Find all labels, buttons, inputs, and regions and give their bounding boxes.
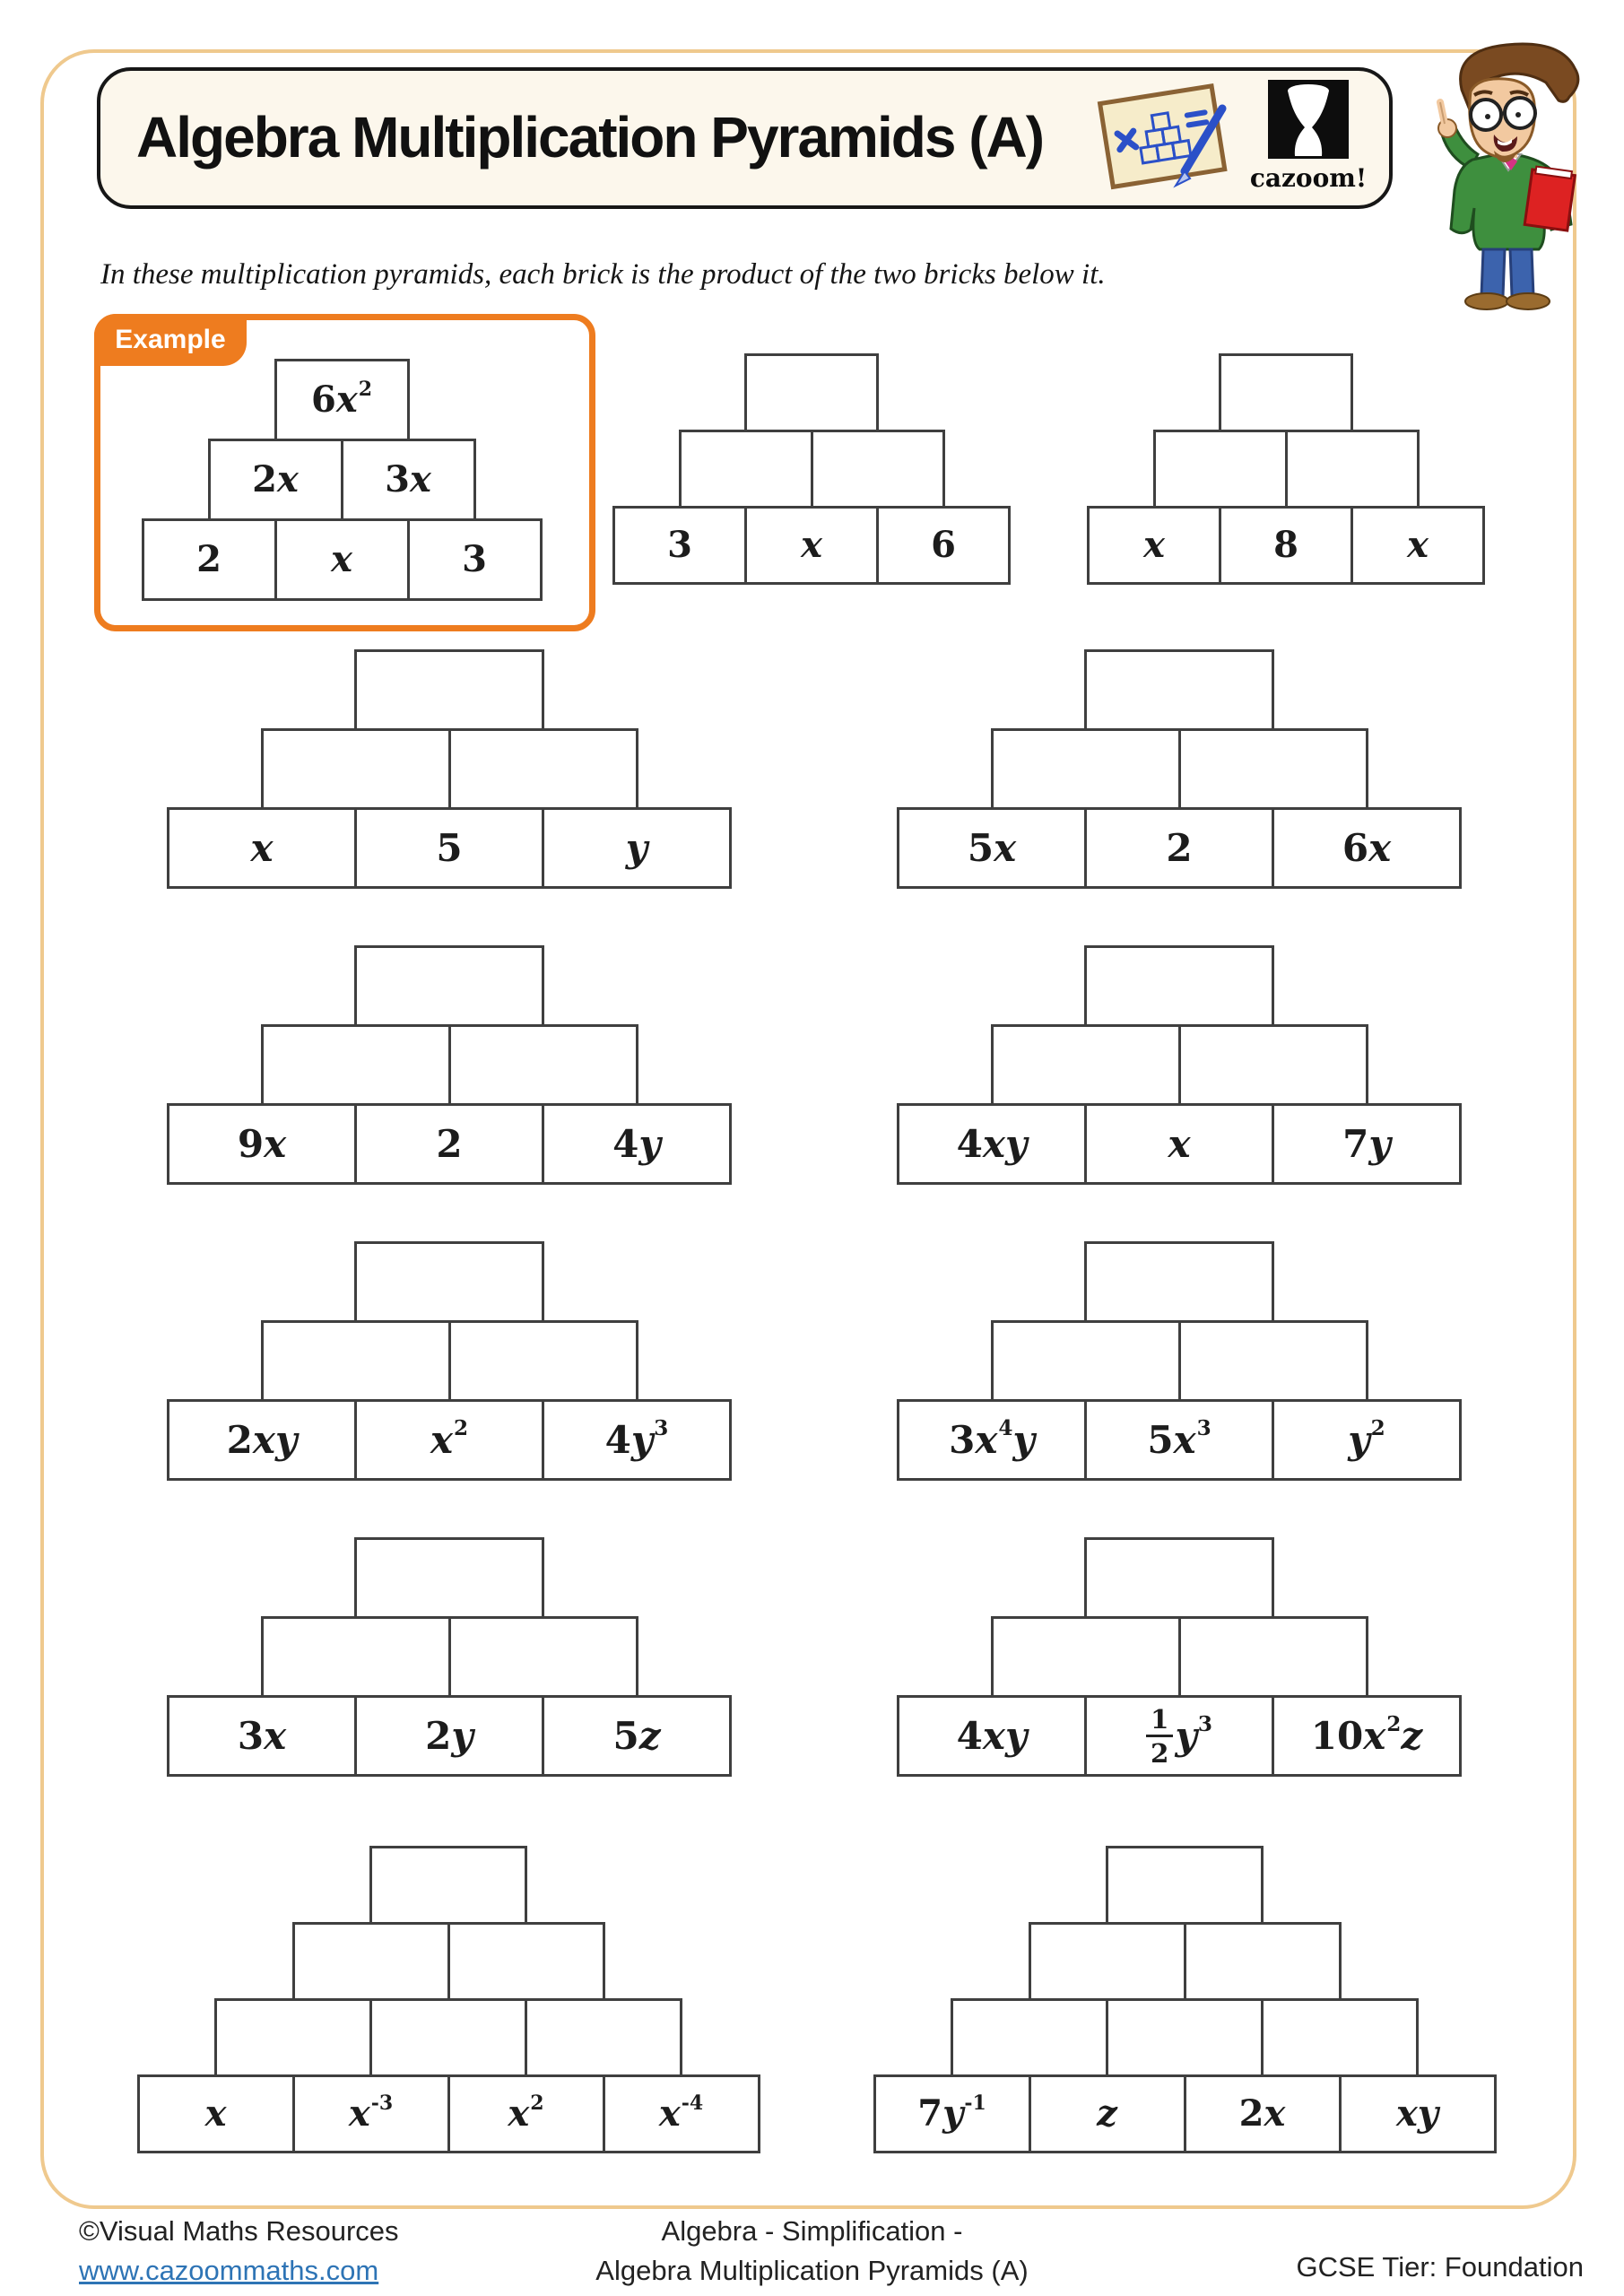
pyramid-brick: 2 x [208, 439, 343, 521]
pyramid-brick: x [274, 518, 410, 601]
pyramid-brick [448, 1616, 638, 1698]
pyramid-brick: 5 x [897, 807, 1087, 889]
pyramid-brick [1178, 1024, 1368, 1106]
footer-tier: GCSE Tier: Foundation [1296, 2251, 1584, 2283]
pyramid-brick [1084, 1241, 1274, 1323]
pyramid-brick [214, 1998, 372, 2077]
title-bar [97, 67, 1393, 209]
pyramid-12 [873, 1846, 1497, 2153]
pyramid-brick: y [542, 807, 732, 889]
pyramid-brick: x [1084, 1103, 1274, 1185]
pyramid-brick: x [1350, 506, 1485, 585]
pyramid-brick [369, 1998, 527, 2077]
pyramid-brick [1084, 649, 1274, 731]
pyramid-brick [354, 649, 544, 731]
pyramid-brick [448, 1320, 638, 1402]
pyramid-brick: 4 y [542, 1103, 732, 1185]
pyramid-brick [1084, 945, 1274, 1027]
pyramid-brick: x [744, 506, 879, 585]
pyramid-brick: x [167, 807, 357, 889]
pyramid-brick [354, 1537, 544, 1619]
instruction-text: In these multiplication pyramids, each brick is the product of the two bricks below it. [100, 258, 1106, 291]
pyramid-brick [261, 1024, 451, 1106]
pyramid-2 [1087, 353, 1485, 585]
pyramid-brick: x $^2$ [447, 2074, 605, 2153]
pyramid-brick: 2 y [354, 1695, 544, 1777]
pyramid-brick: 10 x $^2$ z [1272, 1695, 1462, 1777]
pyramid-brick [447, 1922, 605, 2001]
pyramid-brick [1153, 430, 1288, 509]
pyramid-brick: 3 [612, 506, 747, 585]
pyramid-brick: 4 x y [897, 1695, 1087, 1777]
pyramid-brick: 3 x [341, 439, 476, 521]
pyramid-brick: x [1087, 506, 1221, 585]
pyramid-brick: z [1029, 2074, 1186, 2153]
pyramid-8 [897, 1241, 1462, 1481]
copyright-text: ©Visual Maths Resources [79, 2215, 399, 2247]
teacher-cartoon [1415, 36, 1608, 317]
pyramid-brick [991, 1024, 1181, 1106]
pyramid-brick: 2 x y [167, 1399, 357, 1481]
pyramid-brick: 7 y $^{-1}$ [873, 2074, 1031, 2153]
pyramid-brick [261, 728, 451, 810]
pyramid-5 [167, 945, 732, 1185]
worksheet-sketch-icon [1091, 82, 1235, 199]
cazoom-logo-icon [1268, 80, 1349, 159]
pyramid-brick [525, 1998, 682, 2077]
pyramid-9 [167, 1537, 732, 1777]
pyramid-brick: x $^{-3}$ [292, 2074, 450, 2153]
pyramid-brick [1106, 1846, 1264, 1925]
pyramid-brick [991, 1616, 1181, 1698]
pyramid-brick [1029, 1922, 1186, 2001]
pyramid-brick [991, 728, 1181, 810]
pyramid-11 [137, 1846, 760, 2153]
pyramid-brick: 4 y $^3$ [542, 1399, 732, 1481]
website-link[interactable]: www.cazoommaths.com [79, 2255, 379, 2286]
pyramid-brick: 9 x [167, 1103, 357, 1185]
pyramid-brick: $\frac{1}{2}$ y $^3$ [1084, 1695, 1274, 1777]
pyramid-brick [1219, 353, 1353, 432]
pyramid-3 [167, 649, 732, 889]
pyramid-brick [1178, 1320, 1368, 1402]
pyramid-brick [261, 1616, 451, 1698]
pyramid-4 [897, 649, 1462, 889]
pyramid-brick [369, 1846, 527, 1925]
pyramid-brick: 6 x [1272, 807, 1462, 889]
pyramid-brick [991, 1320, 1181, 1402]
pyramid-brick: 4 x y [897, 1103, 1087, 1185]
pyramid-brick [448, 1024, 638, 1106]
pyramid-brick: 5 [354, 807, 544, 889]
pyramid-brick [1178, 728, 1368, 810]
pyramid-brick: 2 [354, 1103, 544, 1185]
pyramid-brick [354, 1241, 544, 1323]
pyramid-brick [448, 728, 638, 810]
fraction: $\frac{1}{2}$ [1146, 1706, 1173, 1767]
pyramid-brick: 5 z [542, 1695, 732, 1777]
pyramid-brick: x y [1339, 2074, 1497, 2153]
pyramid-brick [354, 945, 544, 1027]
pyramid-brick [1178, 1616, 1368, 1698]
pyramid-7 [167, 1241, 732, 1481]
pyramid-brick [744, 353, 879, 432]
pyramid-6 [897, 945, 1462, 1185]
pyramid-brick [951, 1998, 1108, 2077]
pyramid-brick: 8 [1219, 506, 1353, 585]
pyramid-brick: 2 [142, 518, 277, 601]
pyramid-brick [1184, 1922, 1342, 2001]
category-line-2: Algebra Multiplication Pyramids (A) [595, 2255, 1029, 2286]
example-pyramid [142, 359, 543, 601]
pyramid-brick: 3 x $^4$ y [897, 1399, 1087, 1481]
pyramid-brick: x $^{-4}$ [603, 2074, 760, 2153]
pyramid-brick: 3 [407, 518, 543, 601]
pyramid-brick: 6 x $^2$ [274, 359, 410, 441]
pyramid-brick: x $^2$ [354, 1399, 544, 1481]
page-title: Algebra Multiplication Pyramids (A) [136, 105, 1044, 170]
pyramid-brick [1106, 1998, 1264, 2077]
cazoom-logo [1241, 80, 1376, 193]
pyramid-brick: 6 [876, 506, 1011, 585]
pyramid-10 [897, 1537, 1462, 1777]
pyramid-brick: 5 x $^3$ [1084, 1399, 1274, 1481]
pyramid-brick: 7 y [1272, 1103, 1462, 1185]
pyramid-brick: y $^2$ [1272, 1399, 1462, 1481]
pyramid-brick: 3 x [167, 1695, 357, 1777]
pyramid-brick: 2 [1084, 807, 1274, 889]
pyramid-brick [1261, 1998, 1419, 2077]
pyramid-brick [679, 430, 813, 509]
pyramid-brick: 2 x [1184, 2074, 1342, 2153]
pyramid-1 [612, 353, 1011, 585]
pyramid-brick: x [137, 2074, 295, 2153]
pyramid-brick [811, 430, 945, 509]
pyramid-brick [261, 1320, 451, 1402]
pyramid-brick [292, 1922, 450, 2001]
pyramid-brick [1084, 1537, 1274, 1619]
cazoom-logo-text: cazoom! [1249, 163, 1368, 193]
example-label: Example [94, 314, 247, 366]
pyramid-brick [1285, 430, 1420, 509]
category-line-1: Algebra - Simplification - [661, 2215, 963, 2247]
